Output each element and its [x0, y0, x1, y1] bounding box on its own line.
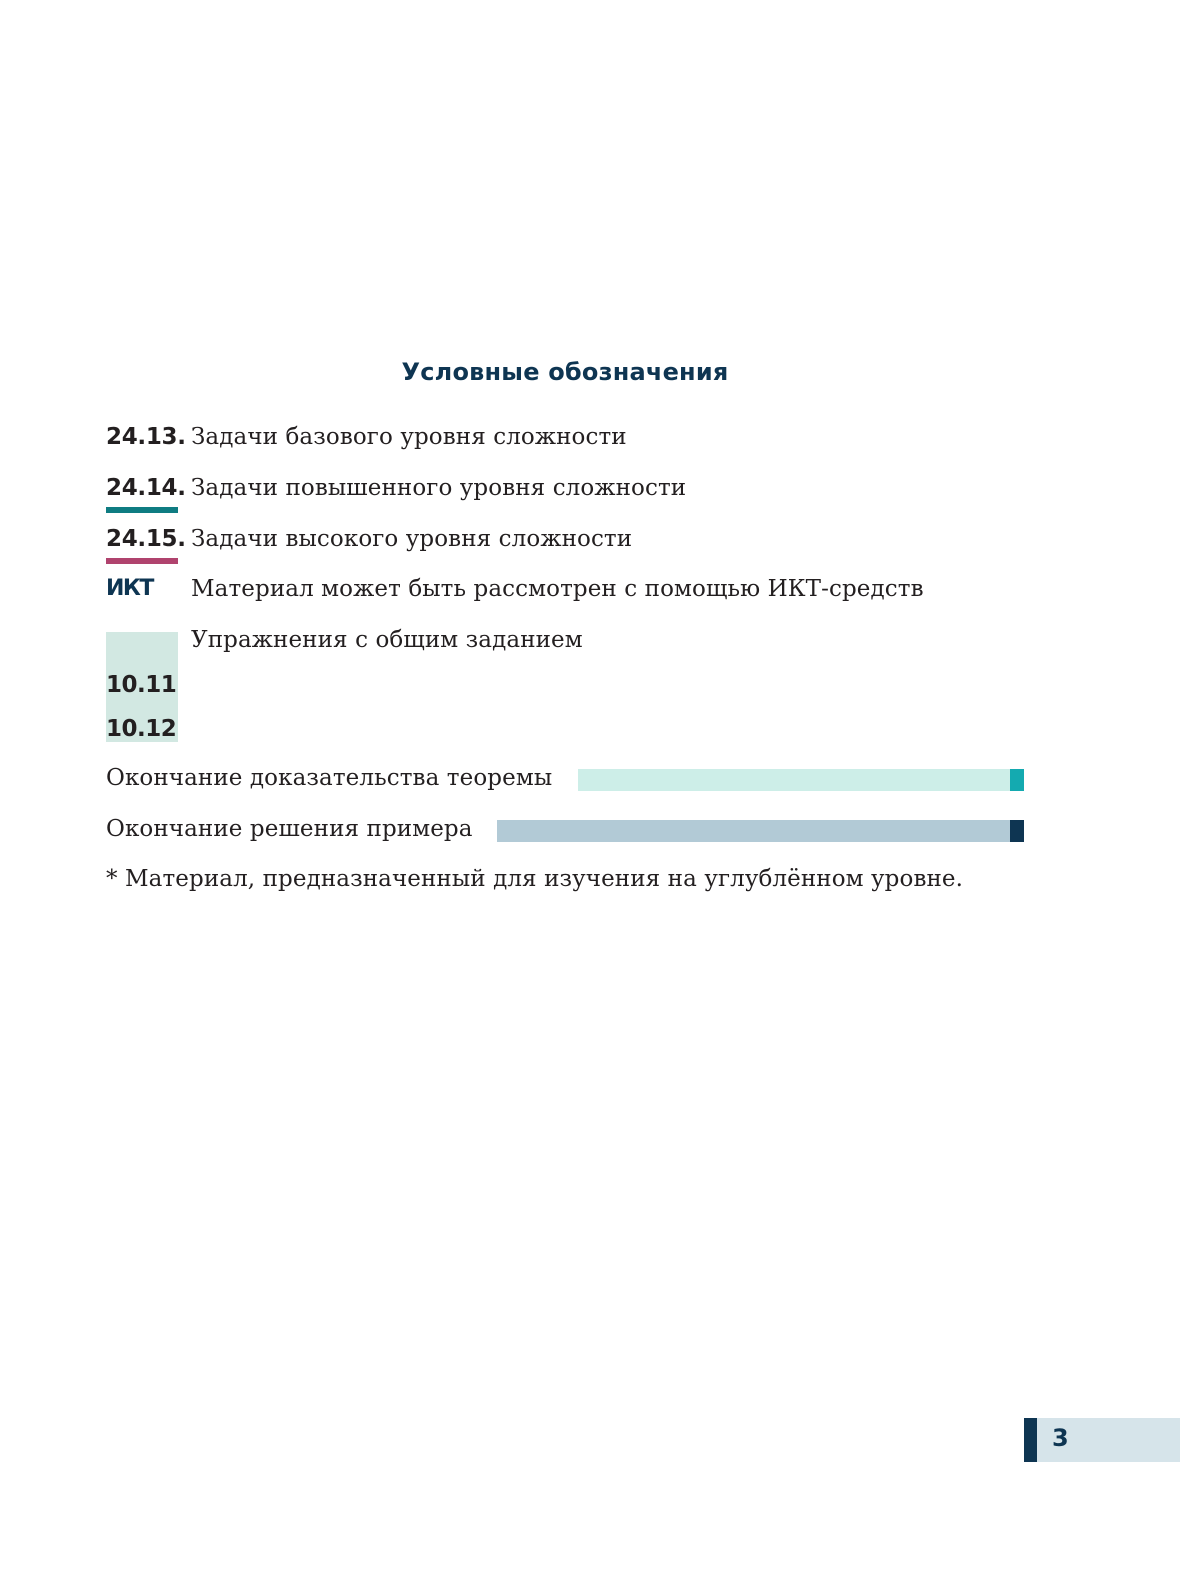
task-number-basic: 24.13. [106, 424, 186, 450]
legend-text-exercise-group: Упражнения с общим заданием [191, 627, 583, 653]
solution-end-text: Окончание решения примера [106, 816, 473, 842]
teal-underline-marker [106, 507, 178, 513]
solution-end-row [106, 816, 1026, 856]
legend-text-high: Задачи высокого уровня сложности [191, 526, 633, 552]
proof-end-text: Окончание доказательства теоремы [106, 765, 553, 791]
ikt-label: ИКТ [106, 576, 153, 601]
page-number-box [1024, 1418, 1180, 1462]
page-number: 3 [1052, 1424, 1069, 1452]
exercise-group-marker [106, 632, 178, 742]
task-number-high: 24.15. [106, 526, 186, 552]
task-number-advanced: 24.14. [106, 475, 186, 501]
solution-end-bar [497, 820, 1010, 842]
proof-end-row [106, 765, 1026, 805]
solution-end-cap [1010, 820, 1024, 842]
page-title: Условные обозначения [401, 358, 729, 386]
footnote: * Материал, предназначенный для изучения на углублённом уровне. [106, 866, 964, 892]
legend-text-advanced: Задачи повышенного уровня сложности [191, 475, 687, 501]
legend-text-basic: Задачи базового уровня сложности [191, 424, 627, 450]
page-number-strip [1024, 1418, 1037, 1462]
proof-end-cap [1010, 769, 1024, 791]
proof-end-bar [578, 769, 1010, 791]
legend-text-ikt: Материал может быть рассмотрен с помощью ИКТ-средств [191, 576, 924, 602]
exercise-number-first: 10.11 [106, 672, 177, 698]
magenta-underline-marker [106, 558, 178, 564]
exercise-number-second: 10.12 [106, 716, 177, 742]
